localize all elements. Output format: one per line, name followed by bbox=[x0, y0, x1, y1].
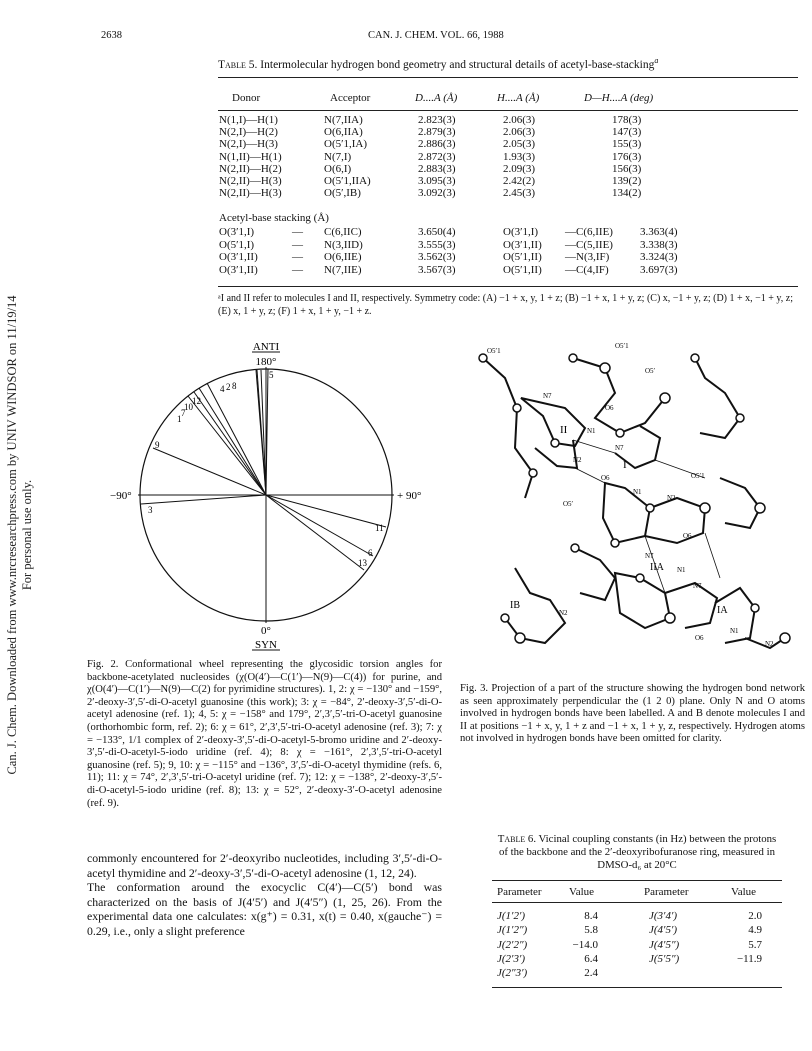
angle-plus90-label: + 90° bbox=[397, 490, 422, 502]
table5-cell: N(2,II)—H(3) bbox=[219, 187, 282, 200]
table5-cell: O(5′1,IA) bbox=[324, 138, 368, 151]
table6-cell: 4.9 bbox=[748, 924, 762, 937]
table6-cell: J(1′2′) bbox=[497, 910, 526, 922]
stacking-cell: 3.562(3) bbox=[418, 251, 456, 263]
table5-cell: N(1,I)—H(1) bbox=[219, 114, 278, 126]
table5-label: Table 5. bbox=[218, 58, 258, 71]
table5-footnote: ᵃI and II refer to molecules I and II, respectively. Symmetry code: (A) −1 + x, y, 1 + z; (B) −1 + x, 1 + y, z; (C) x, −1 + y, z; (D) 1 + x, −1 + y, z; (E) x, 1 + y, z; (F) 1 + x, 1 + y, −1 + z. bbox=[218, 293, 793, 317]
col-header: Value bbox=[569, 886, 595, 898]
torsion-spokes bbox=[141, 369, 386, 570]
table6-cell: J(4′5″) bbox=[649, 938, 680, 951]
table5-cell: 3.095(3) bbox=[418, 175, 456, 187]
stacking-cell: —C(6,IIE) bbox=[565, 226, 613, 238]
spoke-12 bbox=[207, 383, 266, 495]
table6-cell: 5.8 bbox=[584, 924, 598, 937]
table6-cell: −14.0 bbox=[572, 938, 598, 951]
table5-cell: 2.05(3) bbox=[503, 138, 536, 151]
table6-cell: J(2″3′) bbox=[497, 967, 528, 980]
svg-text:N1: N1 bbox=[633, 488, 642, 496]
col-header: D....A (Å) bbox=[415, 92, 458, 104]
svg-text:N2: N2 bbox=[573, 456, 582, 464]
figure2-caption: Fig. 2. Conformational wheel representing the glycosidic torsion angles for backbone-acetylated nucleosides (χ(O(4′)—C(1′)—N(9)—C(4)) for purine, and χ(O(4′)—C(1′)—N(9)—C(2) for pyrimidine structures). 1, 2: χ = −130° and −159°, 2′-deoxy-3′,5′-di-O-acetyl guanosine (this work); 3: χ = −84°, 2′-deoxy-3′,5′-di-O-acetyl adenosine (ref. 1); 4, 5: χ = −158° and 179°, 2′,3′,5′-tri-O-acetyl guanosine (orthorhombic form, ref. 2); 6: χ = 61°, 2′,3′,5′-tri-O-acetyl adenosine (ref. 3); 7: χ = −133°, 1/1 complex of 2′-deoxy-3′,5′-di-O-acetyl-5-bromo uridine and 2′-deoxy-3′,5′-di-O-acetyl-5-iodo uridine (ref. 4); 8: χ = −161°, 2′,3′,5′-tri-O-acetyl guanosine (ref. 5); 9, 10: χ = −115° and −136°, 3′,5′-di-O-acetyl thymidine (refs. 6, 11); 11: χ = 74°, 2′,3′,5′-tri-O-acetyl uridine (ref. 7); 12: χ = −138°, 2′-deoxy-3′,5′-di-O-acetyl-5-iodo uridine (ref. 8); 13: χ = 52°, 2′-deoxy-3′-O-acetyl adenosine (ref. 9). bbox=[87, 659, 442, 809]
spoke-11 bbox=[266, 495, 386, 527]
table5-caption: Table 5. Intermolecular hydrogen bond geometry and structural details of acetyl-base-stacking$^a$ bbox=[218, 56, 659, 71]
figure3-caption: Fig. 3. Projection of a part of the structure showing the hydrogen bond network as seen approximately perpendicular the (1 2 0) plane. Only N and O atoms involved in hydrogen bonds have been labelled. A and B denote molecules I and II at positions −1 + x, y, 1 + z and −1 + x, 1 + y, z, respectively. Hydrogen atoms not involved in hydrogen bonds have been omitted for clarity. bbox=[460, 683, 805, 745]
table5-cell: 3.092(3) bbox=[418, 187, 456, 200]
svg-text:O5′: O5′ bbox=[645, 367, 656, 375]
table5-cell: 139(2) bbox=[612, 175, 642, 187]
stacking-cell: 3.567(3) bbox=[418, 263, 456, 276]
stacking-subheading: Acetyl-base stacking (Å) bbox=[219, 212, 329, 224]
stacking-cell: 3.324(3) bbox=[640, 251, 678, 263]
table5-cell: 156(3) bbox=[612, 162, 642, 175]
stacking-cell: — bbox=[292, 251, 303, 263]
table6-bottom-rule bbox=[492, 987, 782, 988]
spoke-label: 9 bbox=[155, 440, 160, 450]
angle-180-label: 180° bbox=[255, 356, 277, 368]
watermark-line-2: For personal use only. bbox=[20, 479, 34, 591]
download-watermark bbox=[5, 185, 35, 885]
svg-text:IIA: IIA bbox=[650, 562, 664, 573]
table5-cell: 2.06(3) bbox=[503, 114, 536, 126]
svg-text:N1: N1 bbox=[587, 427, 596, 435]
table5-cell: 2.06(3) bbox=[503, 126, 536, 139]
spoke-label: 5 bbox=[269, 370, 274, 380]
svg-text:O6: O6 bbox=[683, 532, 692, 540]
svg-text:N2: N2 bbox=[667, 494, 676, 502]
hydrogen-bond-network-figure bbox=[455, 338, 800, 673]
stacking-cell: 3.338(3) bbox=[640, 238, 678, 251]
table5-caption-text: Intermolecular hydrogen bond geometry and structural details of acetyl-base-stacking bbox=[260, 58, 655, 71]
spoke-label: 11 bbox=[375, 523, 384, 533]
conformational-wheel-figure bbox=[100, 338, 440, 658]
table6-cell: J(2′2″) bbox=[497, 938, 528, 951]
table6-label: Table 6. bbox=[497, 833, 537, 845]
table6-cell: 5.7 bbox=[748, 938, 762, 951]
table5-cell: 2.879(3) bbox=[418, 126, 456, 139]
table5-cell: 2.42(2) bbox=[503, 175, 536, 187]
table6-cell: 2.4 bbox=[584, 967, 598, 980]
col-header: Parameter bbox=[497, 886, 542, 898]
svg-text:N2: N2 bbox=[765, 640, 774, 648]
table6-caption-text: Vicinal coupling constants (in Hz) between the protons of the backbone and the 2′-deoxyribofuranose ring, measured in DMSO-d₆ at 20°C bbox=[498, 833, 777, 871]
spoke-label: 6 bbox=[368, 548, 373, 558]
body-paragraph: commonly encountered for 2′-deoxyribo nucleotides, including 3′,5′-di-O-acetyl thymidine and 2′-deoxy-3′,5′-di-O-acetyl adenosine (1, 12, 24). The conformation around the exocyclic C(4′)—C(5′) bond was characterized on the basis of J(4′5′) and J(4′5″) (1, 25, 26). From the experimental data one calculates: x(g⁺) = 0.31, x(t) = 0.40, x(gauche⁻) = 0.29, i.e., only a slight preference bbox=[87, 851, 442, 938]
svg-text:O6: O6 bbox=[695, 634, 704, 642]
table5-cell: 2.45(3) bbox=[503, 187, 536, 200]
page-number: 2638 bbox=[101, 30, 122, 41]
svg-text:O5′1: O5′1 bbox=[691, 472, 705, 480]
svg-text:O5′1: O5′1 bbox=[487, 347, 501, 355]
spoke-label: 13 bbox=[358, 558, 367, 568]
stacking-cell: —C(5,IIE) bbox=[565, 238, 613, 251]
syn-label: SYN bbox=[254, 639, 278, 651]
table5-top-rule bbox=[218, 77, 798, 78]
svg-text:IB: IB bbox=[510, 600, 520, 611]
table5-cell: N(2,II)—H(2) bbox=[219, 162, 282, 175]
stacking-cell: N(3,IID) bbox=[324, 238, 363, 251]
table5-cell: N(7,I) bbox=[324, 150, 352, 163]
stacking-cell: O(3′1,II) bbox=[503, 238, 542, 251]
stacking-cell: C(6,IIC) bbox=[324, 226, 362, 238]
table5-cell: O(6,IIA) bbox=[324, 126, 363, 139]
table5-cell: N(2,II)—H(3) bbox=[219, 175, 282, 187]
table5-cell: 178(3) bbox=[612, 114, 642, 126]
table5-cell: 2.823(3) bbox=[418, 114, 456, 126]
stacking-cell: — bbox=[292, 226, 303, 238]
stacking-cell: O(3′1,I) bbox=[219, 226, 255, 238]
svg-text:N2: N2 bbox=[559, 609, 568, 617]
table6-cell: 8.4 bbox=[584, 910, 598, 922]
svg-text:N7: N7 bbox=[543, 392, 552, 400]
angle-minus90-label: −90° bbox=[110, 490, 132, 502]
stacking-cell: O(5′1,II) bbox=[503, 263, 542, 276]
table5-bottom-rule bbox=[218, 286, 798, 287]
table5-header-rule bbox=[218, 110, 798, 111]
svg-text:N1: N1 bbox=[677, 566, 686, 574]
table5-cell: N(2,I)—H(3) bbox=[219, 138, 278, 151]
table5-cell: 176(3) bbox=[612, 150, 642, 163]
table6-cell: J(3′4′) bbox=[649, 910, 678, 922]
stacking-cell: —N(3,IF) bbox=[565, 251, 610, 263]
spoke-label: 4 bbox=[220, 384, 225, 394]
svg-text:O5′: O5′ bbox=[563, 500, 574, 508]
table5-cell: N(2,I)—H(2) bbox=[219, 126, 278, 139]
spoke-13 bbox=[266, 495, 364, 570]
svg-text:N7: N7 bbox=[615, 444, 624, 452]
table5-cell: 134(2) bbox=[612, 187, 642, 200]
stacking-cell: N(7,IIE) bbox=[324, 263, 362, 276]
table5-cell: O(6,I) bbox=[324, 162, 352, 175]
angle-0-label: 0° bbox=[261, 625, 271, 637]
stacking-cell: —C(4,IF) bbox=[565, 263, 609, 276]
table6-cell: J(1′2″) bbox=[497, 924, 528, 937]
table5-cell: 2.886(3) bbox=[418, 138, 456, 151]
svg-text:N1: N1 bbox=[730, 627, 739, 635]
col-header: Value bbox=[731, 886, 757, 898]
table5-cell: O(5′1,IIA) bbox=[324, 175, 371, 187]
table5-cell: N(7,IIA) bbox=[324, 114, 363, 126]
svg-text:N7: N7 bbox=[645, 552, 654, 560]
table6-cell: J(5′5″) bbox=[649, 952, 680, 965]
table6-cell: 2.0 bbox=[748, 910, 762, 922]
svg-text:N7: N7 bbox=[693, 582, 702, 590]
spoke-label: 8 bbox=[232, 381, 237, 391]
col-header: Acceptor bbox=[330, 92, 371, 104]
stacking-cell: O(3′1,II) bbox=[219, 263, 258, 276]
table5-cell: O(5′,IB) bbox=[324, 187, 361, 200]
stacking-cell: — bbox=[292, 238, 303, 251]
spoke-label: 12 bbox=[192, 396, 201, 406]
table6-cell: J(2′3′) bbox=[497, 952, 526, 965]
col-header: D—H....A (deg) bbox=[584, 92, 654, 104]
col-header: Parameter bbox=[644, 886, 689, 898]
svg-text:O6: O6 bbox=[605, 404, 614, 412]
molecular-skeleton bbox=[483, 358, 785, 648]
spoke-label: 7 bbox=[181, 408, 186, 418]
spoke-6 bbox=[266, 495, 373, 556]
spoke-1 bbox=[188, 396, 266, 495]
spoke-label: 2 bbox=[226, 382, 231, 392]
spoke-10 bbox=[199, 388, 266, 495]
watermark-line-1: Can. J. Chem. Downloaded from www.nrcresearchpress.com by UNIV WINDSOR on 11/19/14 bbox=[5, 295, 19, 775]
table5-cell: 2.883(3) bbox=[418, 162, 456, 175]
spoke-label: 3 bbox=[148, 505, 153, 515]
table5-cell: 2.872(3) bbox=[418, 150, 456, 163]
running-head: CAN. J. CHEM. VOL. 66, 1988 bbox=[368, 30, 504, 41]
table5-cell: 147(3) bbox=[612, 126, 642, 139]
svg-text:O6: O6 bbox=[601, 474, 610, 482]
spoke-3 bbox=[141, 495, 266, 504]
svg-text:O5′1: O5′1 bbox=[615, 342, 629, 350]
stacking-cell: O(5′1,II) bbox=[503, 251, 542, 263]
table5-cell: 155(3) bbox=[612, 138, 642, 151]
spoke-label: 10 bbox=[184, 402, 193, 412]
stacking-cell: O(6,IIE) bbox=[324, 251, 362, 263]
table6-cell: J(4′5′) bbox=[649, 924, 678, 937]
anti-label: ANTI bbox=[252, 341, 280, 353]
svg-text:IA: IA bbox=[717, 605, 728, 616]
table6-top-rule bbox=[492, 880, 782, 881]
stacking-cell: O(3′1,II) bbox=[219, 251, 258, 263]
atom-markers bbox=[479, 354, 790, 643]
spoke-2 bbox=[256, 370, 266, 495]
stacking-cell: O(3′1,I) bbox=[503, 226, 539, 238]
stacking-cell: 3.697(3) bbox=[640, 263, 678, 276]
stacking-cell: 3.650(4) bbox=[418, 226, 456, 238]
col-header: Donor bbox=[232, 92, 261, 104]
stacking-cell: 3.555(3) bbox=[418, 238, 456, 251]
table6-cell: −11.9 bbox=[736, 952, 762, 965]
stacking-cell: O(5′1,I) bbox=[219, 238, 255, 251]
table5-cell: 1.93(3) bbox=[503, 150, 536, 163]
table6-cell: 6.4 bbox=[584, 952, 598, 965]
table6-caption bbox=[492, 833, 782, 871]
svg-text:II: II bbox=[560, 424, 568, 436]
table5-cell: 2.09(3) bbox=[503, 162, 536, 175]
spoke-label: 1 bbox=[177, 414, 182, 424]
table5-cell: N(1,II)—H(1) bbox=[219, 150, 282, 163]
table6-header-rule bbox=[492, 902, 782, 903]
stacking-cell: 3.363(4) bbox=[640, 226, 678, 238]
stacking-cell: — bbox=[292, 263, 303, 276]
svg-text:I: I bbox=[623, 459, 627, 471]
atom-labels bbox=[487, 342, 774, 648]
col-header: H....A (Å) bbox=[497, 92, 540, 104]
